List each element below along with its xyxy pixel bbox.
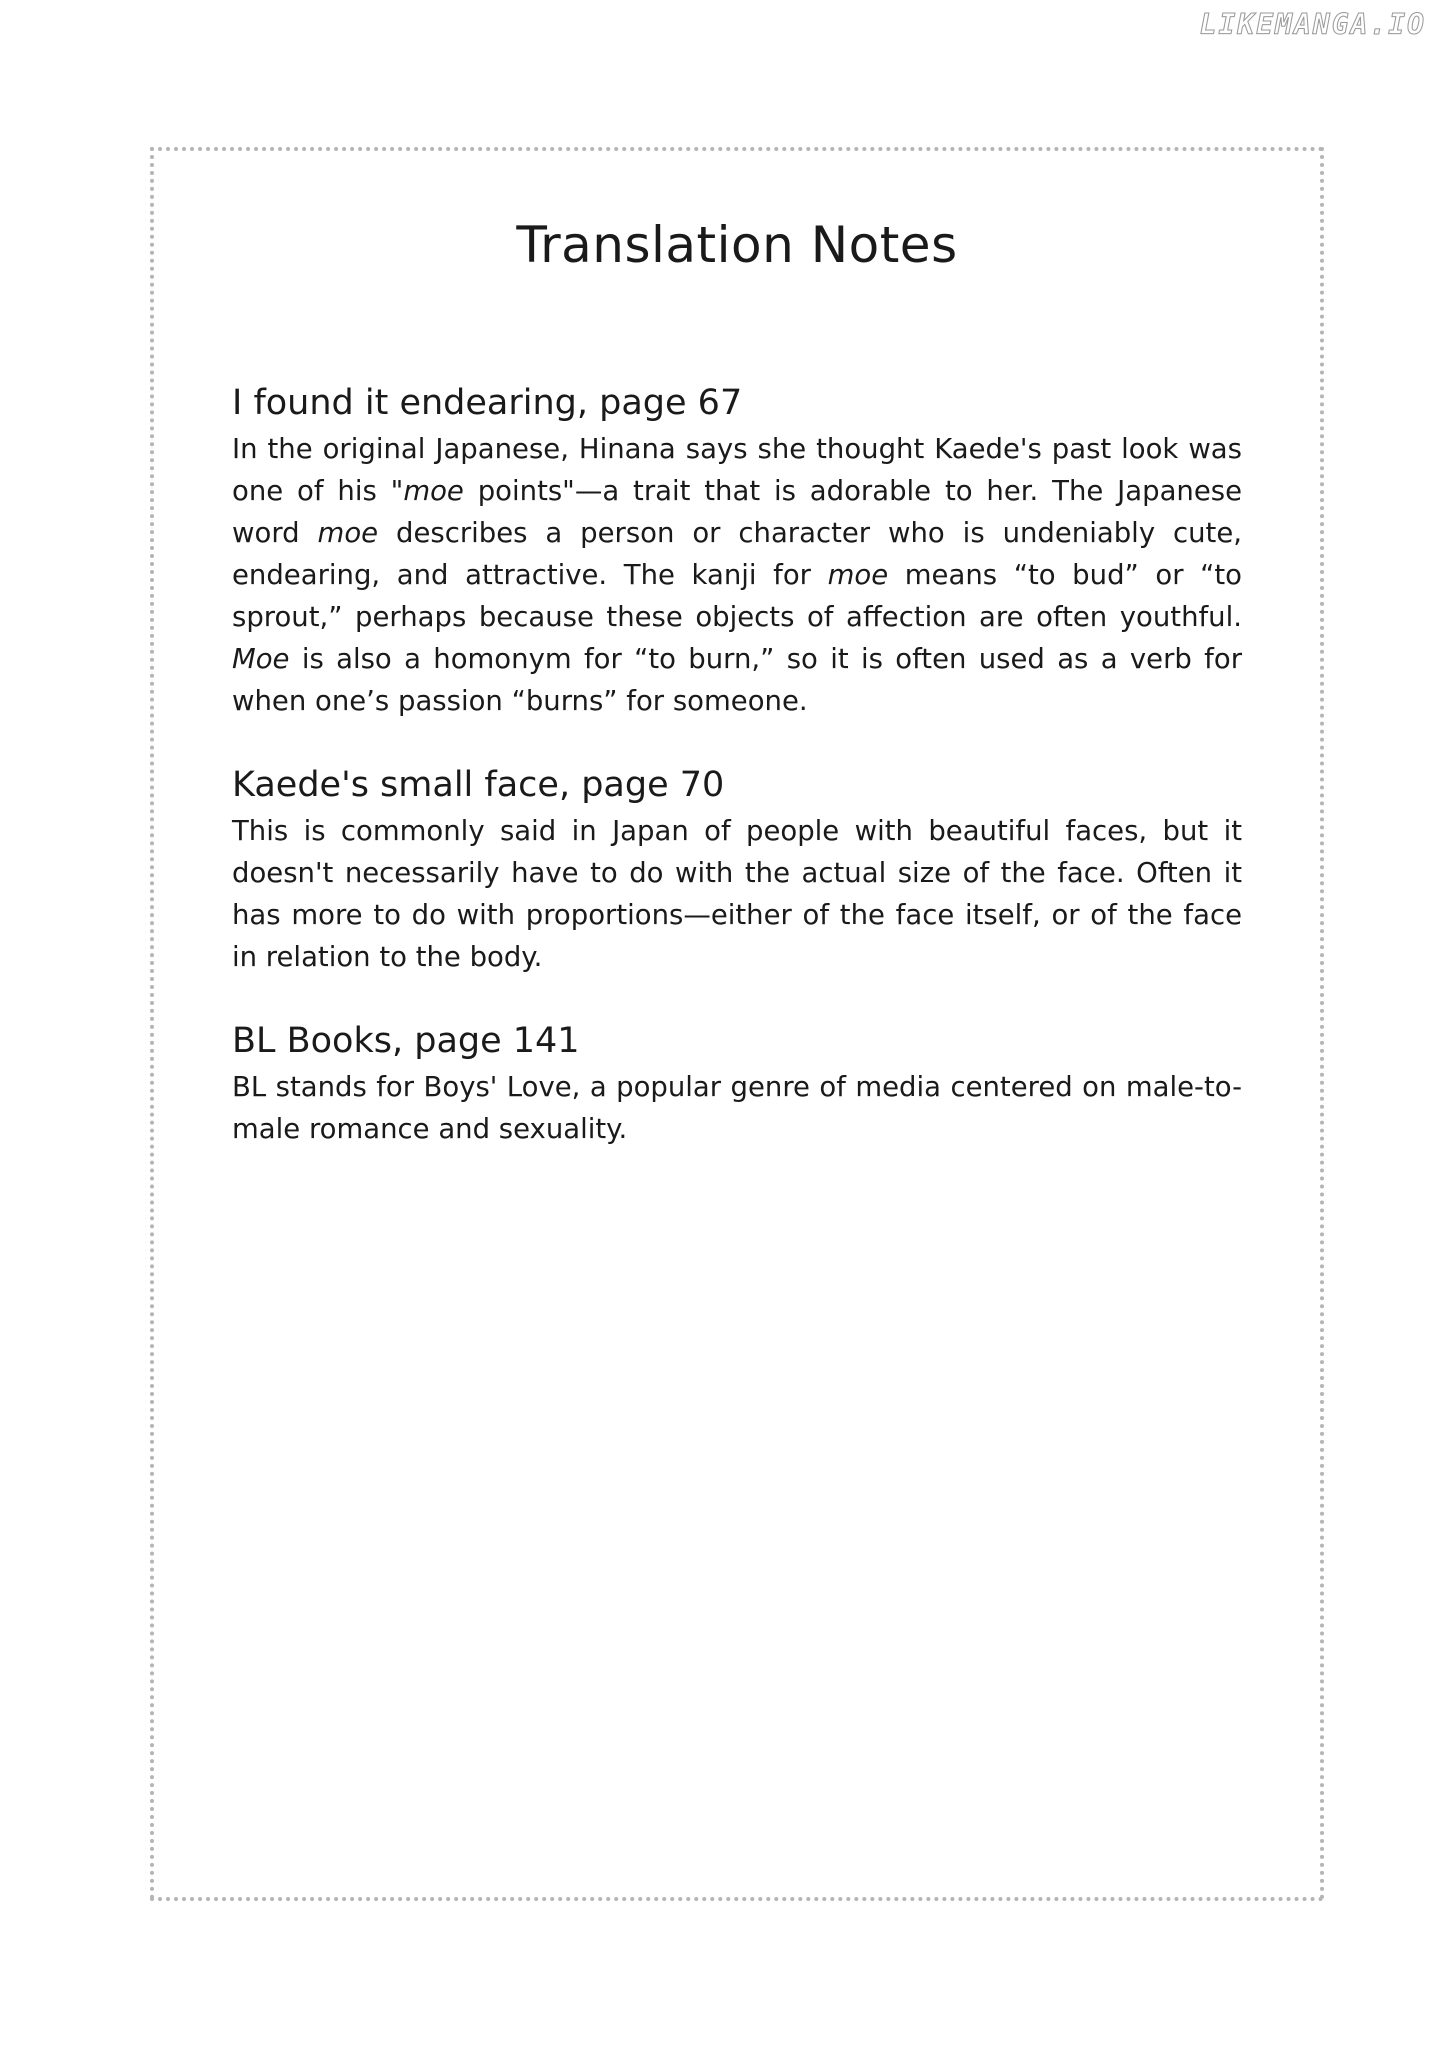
translation-notes-content [232,210,1242,1190]
note-text-segment: describes a person or character who is undeniably cute, endearing, and attractive. The kanji for [232,517,1243,591]
note-text-segment: In the original Japanese, Hinana says she thought Kaede's past look was one of his " [232,433,1242,507]
note-body [232,1066,1242,1150]
note-text-segment: BL stands for Boys' Love, a popular genre of media centered on male-to-male romance and sexuality. [232,1071,1242,1145]
note-heading: I found it endearing, page 67 [232,383,743,423]
site-watermark: LIKEMANGA.IO [1199,8,1426,41]
note-body [232,810,1242,978]
note-text-segment: points"—a trait that is adorable to her. The Japanese word [232,475,1243,549]
note-heading: Kaede's small face, page 70 [232,765,725,805]
note-italic-term: Moe [232,643,290,675]
page-title: Translation Notes [516,216,958,274]
note-italic-term: moe [827,559,889,591]
note-italic-term: moe [317,517,379,549]
note-body [232,428,1242,722]
note-text-segment: is also a homonym for “to burn,” so it is often used as a verb for when one’s passion “burns” for someone. [232,643,1242,717]
note-text-segment: This is commonly said in Japan of people with beautiful faces, but it doesn't necessarily have to do with the actual size of the face. Often it has more to do with proportions—either of the face itself, or of the face in relation to the body. [232,815,1242,973]
note-italic-term: moe [403,475,464,507]
note-small-face [232,762,1242,978]
note-text-segment: means “to bud” or “to sprout,” perhaps because these objects of affection are often youthful. [232,559,1242,633]
note-bl-books [232,1018,1242,1150]
note-heading: BL Books, page 141 [232,1021,580,1061]
note-endearing [232,380,1242,722]
